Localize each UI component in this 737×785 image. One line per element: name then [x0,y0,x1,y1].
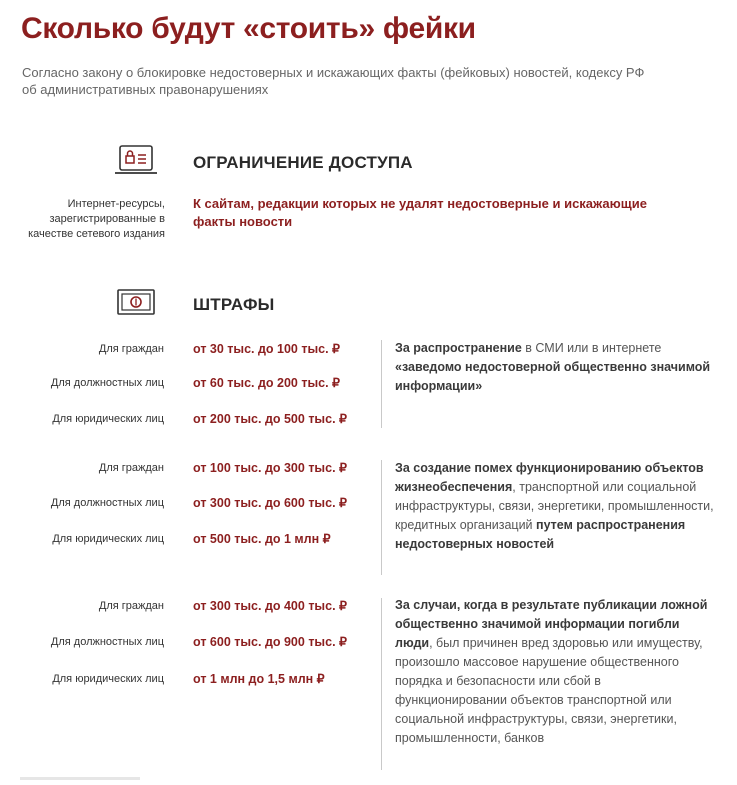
divider [381,460,382,575]
access-section-title: ОГРАНИЧЕНИЕ ДОСТУПА [193,153,413,172]
fine-who-legal-entities: Для юридических лиц [52,413,164,425]
fine-amount: от 600 тыс. до 900 тыс. ₽ [193,635,347,649]
browser-lock-icon [112,143,160,177]
fine-amount: от 200 тыс. до 500 тыс. ₽ [193,412,347,426]
access-text: К сайтам, редакции которых не удалят недостоверные и искажающие факты новости [193,196,647,229]
fine-who-officials: Для должностных лиц [50,636,164,648]
fine-amount: от 500 тыс. до 1 млн ₽ [193,532,331,546]
fine-who-legal-entities: Для юридических лиц [52,673,164,685]
fine-who-citizens: Для граждан [98,343,164,355]
divider [381,598,382,770]
fine-amount: от 300 тыс. до 600 тыс. ₽ [193,496,347,510]
fine-description: За случаи, когда в результате публикации ложной общественно значимой информации погибли люди, был причинен вред здоровью или имуществу, произошло массовое нарушение общественного порядка и безопасности или сбой в функционировании объектов транспортной или социальной инфраструктуры, связи, энергетики, промышленности, банков [395,598,708,745]
fine-who-legal-entities: Для юридических лиц [52,533,164,545]
fine-amount: от 100 тыс. до 300 тыс. ₽ [193,461,347,475]
fine-who-officials: Для должностных лиц [50,377,164,389]
access-label: Интернет-ресурсы, зарегистрированные в качестве сетевого издания [28,198,165,240]
fine-who-citizens: Для граждан [98,600,164,612]
money-bill-icon [112,285,160,319]
fine-who-citizens: Для граждан [98,462,164,474]
fine-description: За распространение в СМИ или в интернете «заведомо недостоверной общественно значимой информации» [395,341,711,393]
page-title: Сколько будут «стоить» фейки [21,12,476,45]
footer-divider [20,777,140,780]
divider [381,340,382,428]
page-subtitle: Согласно закону о блокировке недостоверных и искажающих факты (фейковых) новостей, кодексу РФ об административных правонарушениях [22,65,645,97]
fine-description: За создание помех функционированию объектов жизнеобеспечения, транспортной или социальной инфраструктуры, связи, энергетики, промышленности, кредитных организаций путем распространения недостоверных новостей [395,461,714,551]
fines-section-title: ШТРАФЫ [193,295,275,314]
fine-amount: от 30 тыс. до 100 тыс. ₽ [193,342,341,356]
fine-amount: от 60 тыс. до 200 тыс. ₽ [193,376,341,390]
fine-amount: от 1 млн до 1,5 млн ₽ [193,672,325,686]
fine-amount: от 300 тыс. до 400 тыс. ₽ [193,599,347,613]
fine-who-officials: Для должностных лиц [50,497,164,509]
